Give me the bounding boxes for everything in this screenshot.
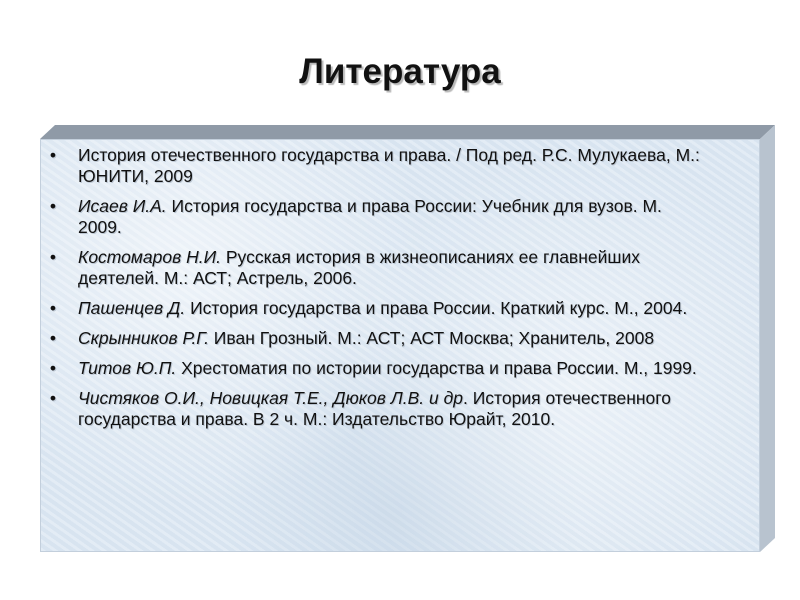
reference-text: Иван Грозный. М.: АСТ; АСТ Москва; Хранитель, 2008 [208,328,655,348]
reference-text: История государства и права России. Краткий курс. М., 2004. [185,298,688,318]
reference-author: Исаев И.А. [78,196,167,216]
reference-item [0,247,740,289]
reference-text: Русская история в жизнеописаниях ее главнейших деятелей. М.: АСТ; Астрель, 2006. [78,247,640,288]
panel-side-bevel [760,125,775,552]
reference-author: Титов Ю.П. [78,358,177,378]
reference-text: История государства и права России: Учебник для вузов. М. 2009. [78,196,662,237]
slide-title: Литература [299,52,501,91]
reference-item [0,196,740,238]
reference-item [0,328,740,349]
reference-list [0,145,740,439]
bullet-icon: • [49,196,57,216]
bullet-icon: • [49,358,57,378]
bullet-icon: • [49,247,57,267]
reference-item [0,298,740,319]
bullet-icon: • [49,388,57,408]
bullet-icon: • [49,328,57,348]
reference-text: . История отечественного государства и права. В 2 ч. М.: Издательство Юрайт, 2010. [78,388,672,429]
reference-author: Скрынников Р.Г. [78,328,209,348]
reference-item [0,358,740,379]
reference-item [0,145,740,187]
bullet-icon: • [49,298,57,318]
reference-author: Чистяков О.И., Новицкая Т.Е., Дюков Л.В. и др [78,388,463,408]
panel-top-bevel [40,125,775,139]
reference-author: Пашенцев Д. [78,298,186,318]
reference-text: Хрестоматия по истории государства и права России. М., 1999. [176,358,697,378]
reference-item [0,388,740,430]
reference-author: Костомаров Н.И. [78,247,221,267]
reference-text: История отечественного государства и права. / Под ред. Р.С. Мулукаева, М.: ЮНИТИ, 2009 [78,145,700,186]
bullet-icon: • [49,145,57,165]
